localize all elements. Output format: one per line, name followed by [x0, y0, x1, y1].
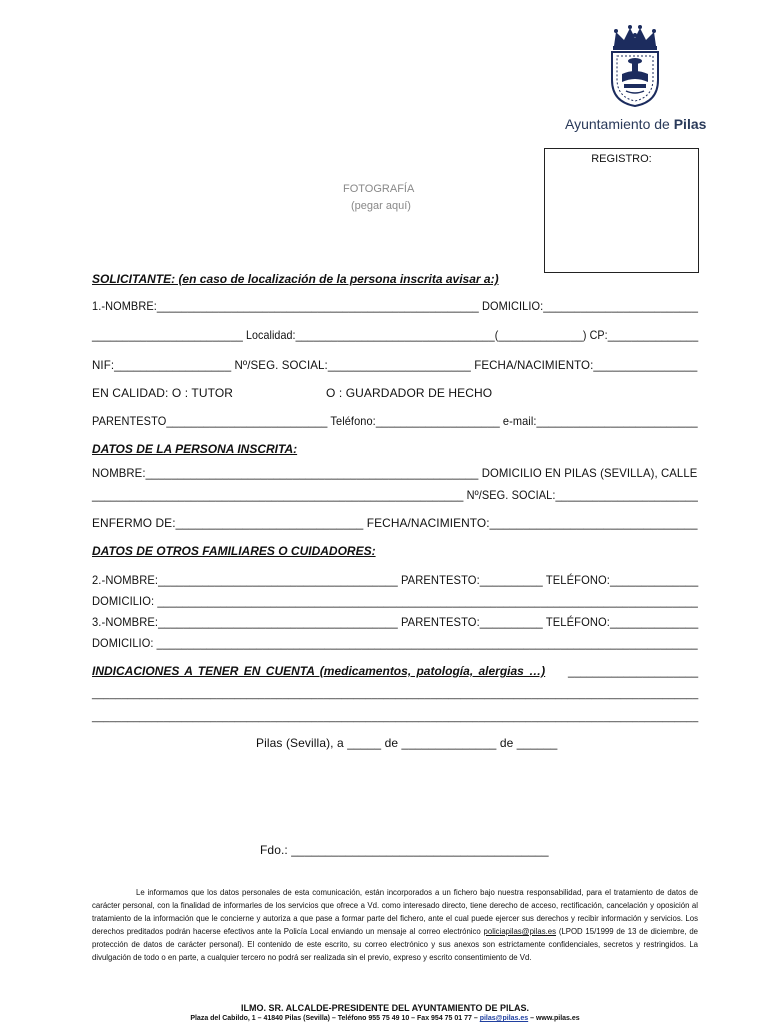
- section-persona-inscrita: DATOS DE LA PERSONA INSCRITA:: [92, 442, 298, 456]
- photo-label: FOTOGRAFÍA: [343, 183, 415, 195]
- privacy-text-2: (LPOD 15/1999 de 13 de diciembre, de protección de datos de carácter personal). El contenido de este escrito, su correo electrónico y sus anexos son estrictamente confidenciales, secretos y restringidos. La divulgación de todo o en parte, a cualquier tercero no podrá ser realizada sin el previo, expreso y escrito consentimiento de Vd.: [92, 927, 699, 962]
- familiar-3-line[interactable]: 3.-NOMBRE:______________________________________ PARENTESTO:__________ TELÉFONO:______________: [92, 615, 699, 629]
- town-name: [565, 116, 706, 132]
- familiar-2-domicilio[interactable]: DOMICILIO: ______________________________________________________________________________________: [92, 594, 698, 608]
- town-name-bold: Pilas: [673, 116, 707, 132]
- footer-address-prefix: Plaza del Cabildo, 1 – 41840 Pilas (Sevilla) – Teléfono 955 75 49 10 – Fax 954 75 01 77 –: [190, 1015, 478, 1022]
- footer-address-suffix: – www.pilas.es: [530, 1015, 580, 1022]
- indicaciones-line-3[interactable]: ______________________________________________________________________________________________________: [92, 711, 699, 723]
- footer-address: [0, 1015, 770, 1022]
- section-familiares: DATOS DE OTROS FAMILIARES O CUIDADORES:: [92, 544, 376, 558]
- coat-of-arms-logo: [606, 24, 664, 108]
- registro-label: REGISTRO:: [591, 153, 652, 165]
- solicitante-line-5[interactable]: PARENTESTO__________________________ Teléfono:____________________ e-mail:__________________________: [92, 414, 698, 428]
- solicitante-line-2[interactable]: _________________________ Localidad:_________________________________(______________) CP:_______________: [92, 328, 699, 342]
- town-prefix: Ayuntamiento de: [565, 116, 670, 132]
- familiar-3-domicilio[interactable]: DOMICILIO: _______________________________________________________________________________________: [92, 636, 698, 650]
- privacy-email-link[interactable]: policiapilas@pilas.es: [483, 927, 557, 936]
- persona-line-3[interactable]: ENFERMO DE:____________________________ FECHA/NACIMIENTO:_______________________________: [92, 516, 698, 530]
- footer-title: ILMO. SR. ALCALDE-PRESIDENTE DEL AYUNTAMIENTO DE PILAS.: [240, 1003, 530, 1013]
- familiar-2-line[interactable]: 2.-NOMBRE:______________________________________ PARENTESTO:__________ TELÉFONO:______________: [92, 573, 699, 587]
- solicitante-line-3[interactable]: NIF:__________________ Nº/SEG. SOCIAL:______________________ FECHA/NACIMIENTO:________________: [92, 358, 698, 372]
- section-solicitante: SOLICITANTE: (en caso de localización de la persona inscrita avisar a:): [92, 272, 499, 286]
- footer-email-link[interactable]: pilas@pilas.es: [479, 1015, 529, 1022]
- photo-hint: (pegar aquí): [351, 200, 411, 212]
- solicitante-line-1[interactable]: 1.-NOMBRE:____________________________________________________ DOMICILIO:_________________________: [92, 299, 699, 313]
- date-line[interactable]: Pilas (Sevilla), a _____ de ______________ de ______: [256, 736, 558, 750]
- privacy-text-1: Le informamos que los datos personales de esta comunicación, están incorporados a un fichero bajo nuestra responsabilidad, para el tratamiento de datos de carácter personal, con la finalidad de informarles de los servicios que ofrece a Vd. como interesado directo, tiene derecho de acceso, rectificación, cancelación y oposición al tratamiento de la información que le concierne y autoriza a que pase a formar parte del fichero, ante el cual puede ejercer sus derechos y recibir información y servicios. Los derechos preditados podrán hacerse efectivos ante la Policía Local enviando un mensaje al correo electrónico: [92, 888, 698, 936]
- section-indicaciones: INDICACIONES A TENER EN CUENTA (medicamentos, patología, alergias …): [92, 664, 546, 678]
- tutor-option[interactable]: EN CALIDAD: O : TUTOR: [92, 386, 234, 400]
- indicaciones-tail-line[interactable]: _____________________: [568, 664, 699, 678]
- registro-box: [544, 148, 699, 273]
- persona-line-1[interactable]: NOMBRE:____________________________________________________ DOMICILIO EN PILAS (SEVILLA), CALLE: [92, 466, 698, 480]
- privacy-notice: [92, 886, 698, 964]
- persona-line-2[interactable]: ____________________________________________________________ Nº/SEG. SOCIAL:_______________________: [92, 488, 698, 502]
- indicaciones-line-2[interactable]: ______________________________________________________________________________________________________: [92, 688, 699, 700]
- guardador-option[interactable]: O : GUARDADOR DE HECHO: [326, 386, 493, 400]
- signature-line[interactable]: Fdo.: ______________________________________: [260, 843, 549, 857]
